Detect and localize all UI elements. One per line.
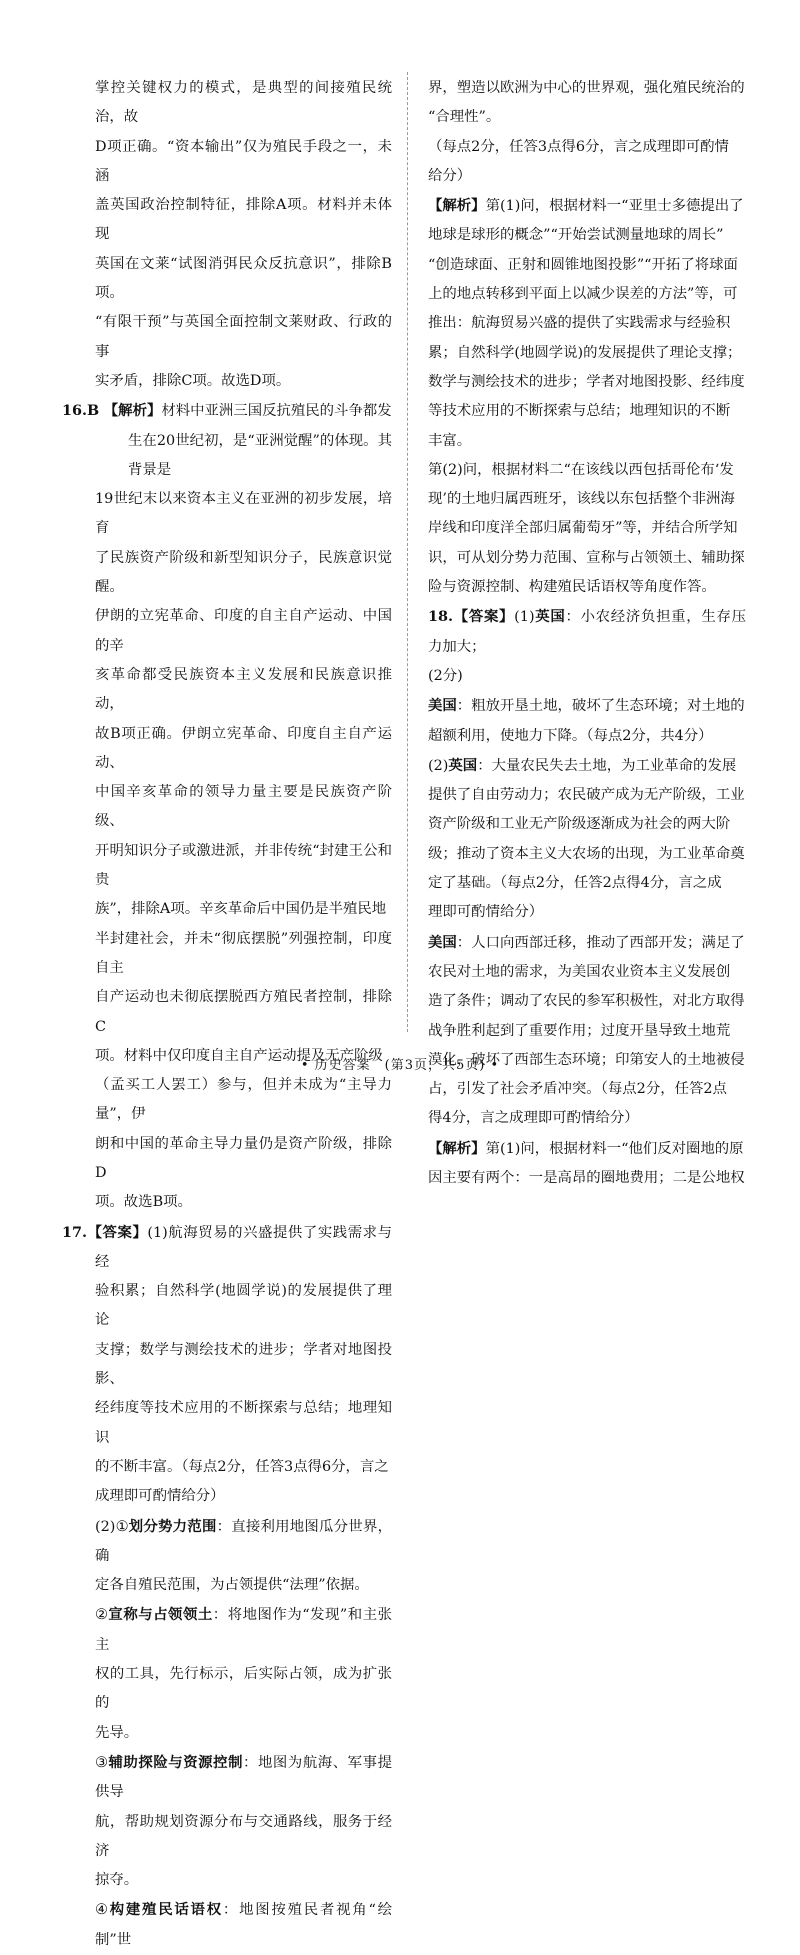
text-line: 战争胜利起到了重要作用；过度开垦导致土地荒 bbox=[428, 1022, 731, 1039]
text-line: 理即可酌情给分） bbox=[428, 904, 544, 921]
text-span: 第(1)问，根据材料一“亚里士多德提出了 bbox=[485, 198, 744, 215]
text-line: 造了条件；调动了农民的参军积极性，对北方取得 bbox=[428, 993, 745, 1010]
text-line: 19世纪末以来资本主义在亚洲的初步发展，培育 bbox=[95, 491, 392, 537]
text-line bbox=[95, 1748, 392, 1808]
analysis-tag: 【解析】 bbox=[428, 197, 486, 215]
analysis-tag: 【解析】 bbox=[103, 402, 162, 420]
text-line: 第(2)问，根据材料二“在该线以西包括哥伦布‘发 bbox=[428, 461, 734, 478]
text-line bbox=[62, 1218, 392, 1278]
text-line: 资产阶级和工业无产阶级逐渐成为社会的两大阶 bbox=[428, 816, 731, 833]
text-line: 定了基础。（每点2分，任答2点得4分，言之成 bbox=[428, 875, 722, 892]
text-line bbox=[428, 191, 746, 221]
text-line: 上的地点转移到平面上以减少误差的方法”等，可 bbox=[428, 286, 738, 303]
text-line: （每点2分，任答3点得6分，言之成理即可酌情 bbox=[428, 138, 729, 155]
question-number: 16.B bbox=[62, 402, 100, 420]
text-span: (1) bbox=[514, 609, 535, 626]
text-span: ：地图按殖民者视角“绘制”世 bbox=[95, 1902, 392, 1948]
column-divider bbox=[407, 72, 408, 1032]
text-line: 经纬度等技术应用的不断探索与总结；地理知识 bbox=[95, 1400, 392, 1446]
text-line: “合理性”。 bbox=[428, 109, 501, 126]
text-line: 界，塑造以欧洲为中心的世界观，强化殖民统治的 bbox=[428, 80, 745, 96]
text-line: 掌控关键权力的模式，是典型的间接殖民统治，故 bbox=[95, 80, 392, 126]
text-line: 地球是球形的概念”“开始尝试测量地球的周长” bbox=[428, 227, 724, 244]
question-17 bbox=[62, 1218, 392, 1955]
text-line: 漠化，破坏了西部生态环境；印第安人的土地被侵 bbox=[428, 1051, 745, 1068]
text-line: 了民族资产阶级和新型知识分子，民族意识觉醒。 bbox=[95, 549, 392, 596]
text-line: 伊朗的立宪革命、印度的自主自产运动、中国的辛 bbox=[95, 608, 392, 654]
text-line: （孟买工人罢工）参与，但并未成为“主导力量”，伊 bbox=[95, 1077, 392, 1123]
text-line: 掠夺。 bbox=[95, 1872, 139, 1889]
answer-tag: 【答案】 bbox=[87, 1223, 148, 1241]
text-line: 险与资源控制、构建殖民话语权等角度作答。 bbox=[428, 579, 716, 596]
text-line: 得4分，言之成理即可酌情给分） bbox=[428, 1110, 639, 1127]
text-line bbox=[95, 1895, 392, 1955]
text-line: 农民对土地的需求，为美国农业资本主义发展创 bbox=[428, 963, 731, 980]
text-line: 推出：航海贸易兴盛的提供了实践需求与经验积 bbox=[428, 315, 731, 332]
text-line: 英国在文莱“试图消弭民众反抗意识”，排除B项。 bbox=[95, 255, 392, 302]
bold-term: 划分势力范围 bbox=[128, 1517, 217, 1535]
text-line: 支撑；数学与测绘技术的进步；学者对地图投影、 bbox=[95, 1341, 392, 1388]
text-line: 项。故选B项。 bbox=[95, 1194, 192, 1211]
analysis-tag: 【解析】 bbox=[428, 1139, 486, 1157]
page-footer: • 历史答案 (第3页，共5页) • bbox=[300, 1058, 500, 1073]
right-column bbox=[428, 74, 746, 1193]
text-line: 提供了自由劳动力；农民破产成为无产阶级，工业 bbox=[428, 787, 745, 804]
text-span: (2)① bbox=[95, 1518, 129, 1535]
text-line: 现’的土地归属西班牙，该线以东包括整个非洲海 bbox=[428, 491, 735, 508]
text-line: 等技术应用的不断探索与总结；地理知识的不断 bbox=[428, 403, 731, 420]
text-span: ：地图为航海、军事提供导 bbox=[95, 1754, 392, 1801]
text-line: 定各自殖民范围，为占领提供“法理”依据。 bbox=[95, 1577, 369, 1594]
text-line: 占，引发了社会矛盾冲突。（每点2分，任答2点 bbox=[428, 1081, 727, 1098]
text-line: 盖英国政治控制特征，排除A项。材料并未体现 bbox=[95, 197, 392, 243]
text-line: 亥革命都受民族资本主义发展和民族意识推动， bbox=[95, 666, 392, 713]
text-span: ：人口向西部迁移，推动了西部开发；满足了 bbox=[456, 934, 745, 951]
text-line: 自产运动也未彻底摆脱西方殖民者控制，排除C bbox=[95, 989, 392, 1035]
text-line bbox=[95, 1600, 392, 1660]
text-line: 中国辛亥革命的领导力量主要是民族资产阶级、 bbox=[95, 784, 392, 830]
text-line bbox=[428, 691, 746, 721]
text-line: 数学与测绘技术的进步；学者对地图投影、经纬度 bbox=[428, 373, 745, 390]
text-span: (1)航海贸易的兴盛提供了实践需求与经 bbox=[95, 1224, 392, 1270]
text-line bbox=[428, 602, 746, 662]
bold-term: 英国 bbox=[534, 608, 566, 626]
question-18 bbox=[428, 602, 746, 1193]
bold-term: 构建殖民话语权 bbox=[109, 1901, 223, 1919]
text-span: ④ bbox=[95, 1902, 110, 1919]
text-line: 超额利用，使地力下降。（每点2分，共4分） bbox=[428, 727, 713, 744]
text-line: 先导。 bbox=[95, 1724, 139, 1741]
text-line: 生在20世纪初，是“亚洲觉醒”的体现。其背景是 bbox=[128, 432, 392, 478]
text-span: 第(1)问，根据材料一“他们反对圈地的原 bbox=[485, 1140, 744, 1157]
text-span: (2) bbox=[428, 757, 449, 774]
text-line: 半封建社会，并未“彻底摆脱”列强控制，印度自主 bbox=[95, 930, 392, 976]
text-line bbox=[428, 751, 746, 781]
text-line bbox=[95, 1512, 392, 1572]
question-16 bbox=[62, 396, 392, 1217]
text-line: 权的工具，先行标示，后实际占领，成为扩张的 bbox=[95, 1666, 392, 1712]
text-line bbox=[428, 928, 746, 958]
bold-term: 美国 bbox=[428, 697, 457, 715]
text-line: 给分） bbox=[428, 167, 472, 184]
text-line: 朗和中国的革命主导力量仍是资产阶级，排除D bbox=[95, 1135, 392, 1181]
text-line: 的不断丰富。（每点2分，任答3点得6分，言之 bbox=[95, 1458, 389, 1475]
text-line: 项。材料中仅印度自主自产运动提及无产阶级 bbox=[95, 1047, 383, 1064]
text-line: (2分) bbox=[428, 667, 463, 684]
bold-term: 英国 bbox=[448, 756, 478, 774]
text-span: ：粗放开垦土地，破坏了生态环境；对土地的 bbox=[456, 698, 745, 715]
text-line: “创造球面、正射和圆锥地图投影”“开拓了将球面 bbox=[428, 256, 738, 273]
text-line: 累；自然科学(地圆学说)的发展提供了理论支撑； bbox=[428, 344, 742, 361]
bold-term: 宣称与占领领土 bbox=[108, 1606, 213, 1624]
bold-term: 辅助探险与资源控制 bbox=[108, 1753, 244, 1771]
text-line: 丰富。 bbox=[428, 432, 472, 449]
text-line: 航，帮助规划资源分布与交通路线，服务于经济 bbox=[95, 1813, 392, 1859]
text-span: ：将地图作为“发现”和主张主 bbox=[95, 1607, 392, 1653]
question-number: 18. bbox=[428, 608, 454, 626]
text-line: 实矛盾，排除C项。故选D项。 bbox=[95, 372, 291, 389]
left-column bbox=[62, 74, 392, 1955]
text-line: 级；推动了资本主义大农场的出现，为工业革命奠 bbox=[428, 845, 745, 862]
text-line bbox=[428, 1134, 746, 1164]
text-line: 故B项正确。伊朗立宪革命、印度自主自产运动、 bbox=[95, 725, 392, 771]
answer-tag: 【答案】 bbox=[453, 608, 515, 626]
text-line: 族”，排除A项。辛亥革命后中国仍是半殖民地 bbox=[95, 901, 387, 918]
text-line: D项正确。“资本输出”仅为殖民手段之一，未涵 bbox=[95, 138, 392, 184]
text-line bbox=[62, 396, 392, 426]
text-span: ：小农经济负担重，生存压力加大； bbox=[428, 609, 746, 655]
text-line: 成理即可酌情给分） bbox=[95, 1488, 225, 1505]
text-line: 因主要有两个：一是高昂的圈地费用；二是公地权 bbox=[428, 1169, 745, 1186]
text-span: ：直接利用地图瓜分世界，确 bbox=[95, 1518, 392, 1564]
text-span: 材料中亚洲三国反抗殖民的斗争都发 bbox=[161, 403, 392, 420]
bold-term: 美国 bbox=[428, 933, 457, 951]
text-span: ② bbox=[95, 1607, 109, 1624]
text-span: ③ bbox=[95, 1754, 109, 1771]
text-line: 岸线和印度洋全部归属葡萄牙”等，并结合所学知 bbox=[428, 520, 738, 537]
text-line: 验积累；自然科学(地圆学说)的发展提供了理论 bbox=[95, 1283, 392, 1329]
text-line: “有限干预”与英国全面控制文莱财政、行政的事 bbox=[95, 314, 392, 360]
question-number: 17. bbox=[62, 1223, 88, 1241]
text-line: 开明知识分子或激进派，并非传统“封建王公和贵 bbox=[95, 842, 392, 889]
text-line: 识，可从划分势力范围、宣称与占领领土、辅助探 bbox=[428, 549, 745, 566]
text-span: ：大量农民失去土地，为工业革命的发展 bbox=[477, 757, 737, 774]
